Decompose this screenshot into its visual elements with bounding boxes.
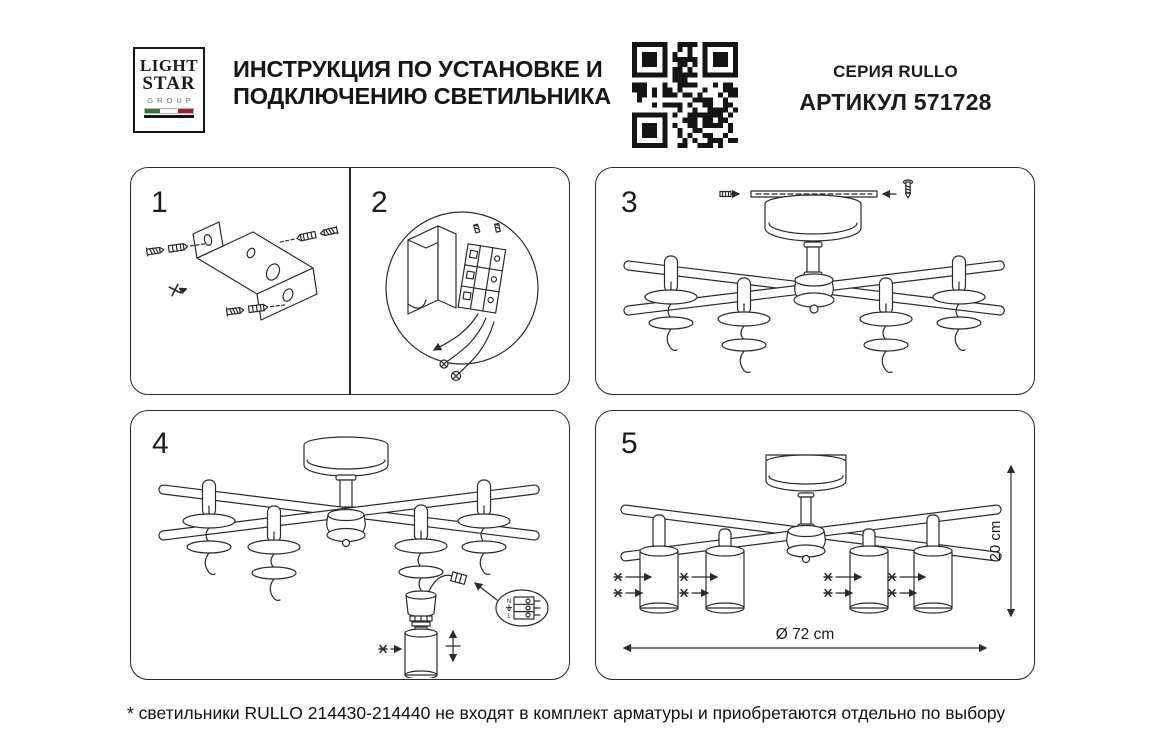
terminal-block [458, 219, 509, 313]
screw-icon [474, 224, 480, 233]
logo-word-star: STAR [142, 73, 196, 95]
move-icon [446, 631, 460, 661]
dimension-height [987, 466, 1011, 616]
step-4-number: 4 [152, 427, 169, 460]
asterisk-icon [680, 590, 688, 597]
asterisk-icon [379, 646, 387, 653]
hub [794, 274, 834, 313]
canopy [766, 455, 846, 491]
screw-icon [720, 192, 739, 197]
step-2-number: 2 [371, 186, 388, 219]
dimension-diameter [624, 626, 986, 648]
step-5-number: 5 [621, 427, 638, 460]
step-3-number: 3 [621, 186, 638, 219]
junction-box [408, 226, 456, 314]
terminal-label-l: L [507, 613, 511, 620]
panel-step-5 [595, 410, 1035, 680]
lampshade [405, 629, 437, 678]
page-title [233, 56, 611, 110]
lampshade [640, 515, 678, 613]
lightstar-logo [133, 47, 205, 133]
title-line-2: ПОДКЛЮЧЕНИЮ СВЕТИЛЬНИКА [233, 83, 611, 109]
asterisk-icon [888, 574, 896, 581]
canopy [765, 195, 861, 241]
footnote: * светильники RULLO 214430-214440 не входят в комплект арматуры и приобретаются отдельно по выбору [127, 703, 1006, 723]
step-1-number: 1 [151, 186, 168, 219]
diameter-dimension-label: Ø 72 cm [775, 626, 835, 643]
title-line-1: ИНСТРУКЦИЯ ПО УСТАНОВКЕ И [233, 56, 603, 82]
screw-dowel-icon [279, 226, 337, 246]
screw-icon [495, 224, 500, 233]
series-label: СЕРИЯ RULLO [833, 62, 958, 81]
asterisk-icon [824, 574, 832, 581]
hub [327, 510, 366, 547]
step5-fixture-drawing [596, 411, 1033, 678]
lampshade [914, 515, 952, 613]
stem [804, 242, 822, 277]
italy-flag-icon [144, 108, 194, 114]
canopy [304, 437, 388, 476]
logo-word-group: GROUP [147, 95, 195, 105]
product-info [778, 62, 1013, 116]
step3-fixture-drawing [596, 168, 1033, 393]
panel-step-3 [595, 167, 1035, 395]
asterisk-icon [614, 574, 622, 581]
lamp-socket [406, 591, 436, 630]
panel-step-4 [130, 410, 570, 680]
flag-red-stripe [178, 109, 193, 113]
qr-code [632, 42, 738, 148]
screw-icon [883, 180, 913, 198]
asterisk-icon [614, 590, 622, 597]
wires [434, 314, 494, 381]
article-number: АРТИКУЛ 571728 [799, 89, 992, 115]
asterisk-icon [888, 590, 896, 597]
flag-green-stripe [145, 109, 160, 113]
logo-word-light: LIGHT [139, 56, 199, 75]
step4-fixture-drawing [131, 411, 568, 678]
screw-icon [169, 282, 187, 296]
terminal-label-n: N [506, 599, 512, 605]
terminal-detail [475, 583, 548, 626]
stem [798, 493, 814, 528]
height-dimension-label: 20 cm [987, 520, 1004, 562]
asterisk-icon [824, 590, 832, 597]
step1-bracket-drawing [131, 168, 349, 393]
panel-steps-1-2 [130, 167, 570, 395]
hub [787, 526, 826, 563]
logo-underline [144, 115, 194, 118]
flag-white-stripe [160, 109, 177, 113]
step2-wiring-drawing [350, 168, 571, 393]
asterisk-icon [680, 574, 688, 581]
